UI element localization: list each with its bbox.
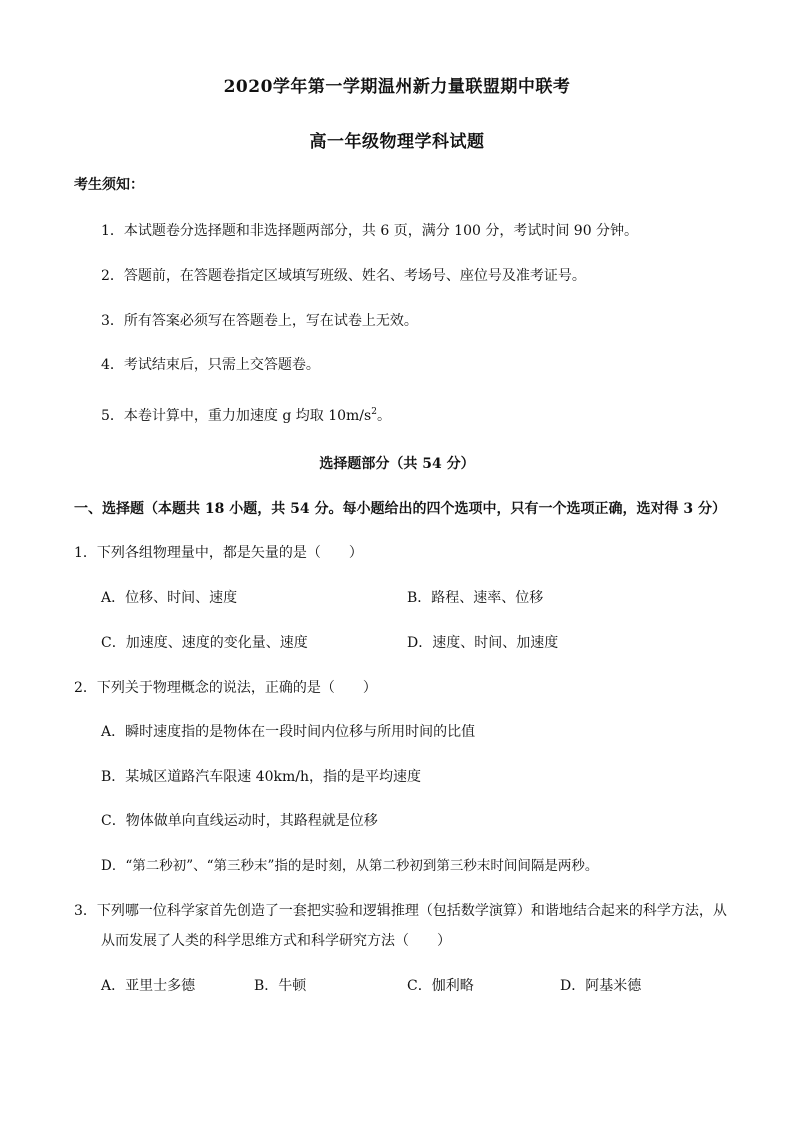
question-3-stem: 3．下列哪一位科学家首先创造了一套把实验和逻辑推理（包括数学演算）和谐地结合起来的科学方法，从: [74, 903, 727, 919]
notice-item: 2．答题前，在答题卷指定区域填写班级、姓名、考场号、座位号及准考证号。: [101, 268, 586, 284]
question-3-option-c: C．伽利略: [407, 978, 474, 994]
question-3-option-a: A．亚里士多德: [101, 978, 196, 994]
exam-subtitle: 高一年级物理学科试题: [309, 132, 485, 152]
notice-item-gravity-end: 。: [376, 408, 391, 424]
question-1-option-b: B．路程、速率、位移: [407, 590, 544, 606]
question-1-option-c: C．加速度、速度的变化量、速度: [101, 635, 308, 651]
notice-heading: 考生须知：: [74, 177, 144, 193]
superscript-exponent: 2: [371, 407, 377, 417]
part-title: 一、选择题（本题共 18 小题，共 54 分。每小题给出的四个选项中，只有一个选项正确，选对得 3 分）: [74, 501, 726, 517]
notice-item: 4．考试结束后，只需上交答题卷。: [101, 357, 320, 373]
question-2-option-d: D．“第二秒初”、“第三秒末”指的是时刻，从第二秒初到第三秒末时间间隔是两秒。: [101, 858, 599, 874]
question-3-option-b: B．牛顿: [254, 978, 307, 994]
question-1-stem: 1．下列各组物理量中，都是矢量的是（ ）: [74, 545, 363, 561]
question-2-option-a: A．瞬时速度指的是物体在一段时间内位移与所用时间的比值: [101, 724, 476, 740]
section-title: 选择题部分（共 54 分）: [319, 456, 475, 472]
question-1-option-d: D．速度、时间、加速度: [407, 635, 559, 651]
notice-item-gravity-text: 5．本卷计算中，重力加速度 g 均取 10m/s: [101, 408, 372, 424]
notice-item: 3．所有答案必须写在答题卷上，写在试卷上无效。: [101, 313, 418, 329]
question-3-stem-continued: 从而发展了人类的科学思维方式和科学研究方法（ ）: [101, 933, 451, 949]
notice-item: 1．本试题卷分选择题和非选择题两部分，共 6 页，满分 100 分，考试时间 90 分钟。: [101, 223, 639, 239]
notice-item-gravity: [101, 402, 391, 426]
question-2-option-b: B．某城区道路汽车限速 40km/h，指的是平均速度: [101, 769, 422, 785]
question-2-stem: 2．下列关于物理概念的说法，正确的是（ ）: [74, 680, 377, 696]
question-2-option-c: C．物体做单向直线运动时，其路程就是位移: [101, 813, 378, 829]
question-1-option-a: A．位移、时间、速度: [101, 590, 238, 606]
exam-title: 2020学年第一学期温州新力量联盟期中联考: [223, 77, 571, 97]
question-3-option-d: D．阿基米德: [560, 978, 642, 994]
